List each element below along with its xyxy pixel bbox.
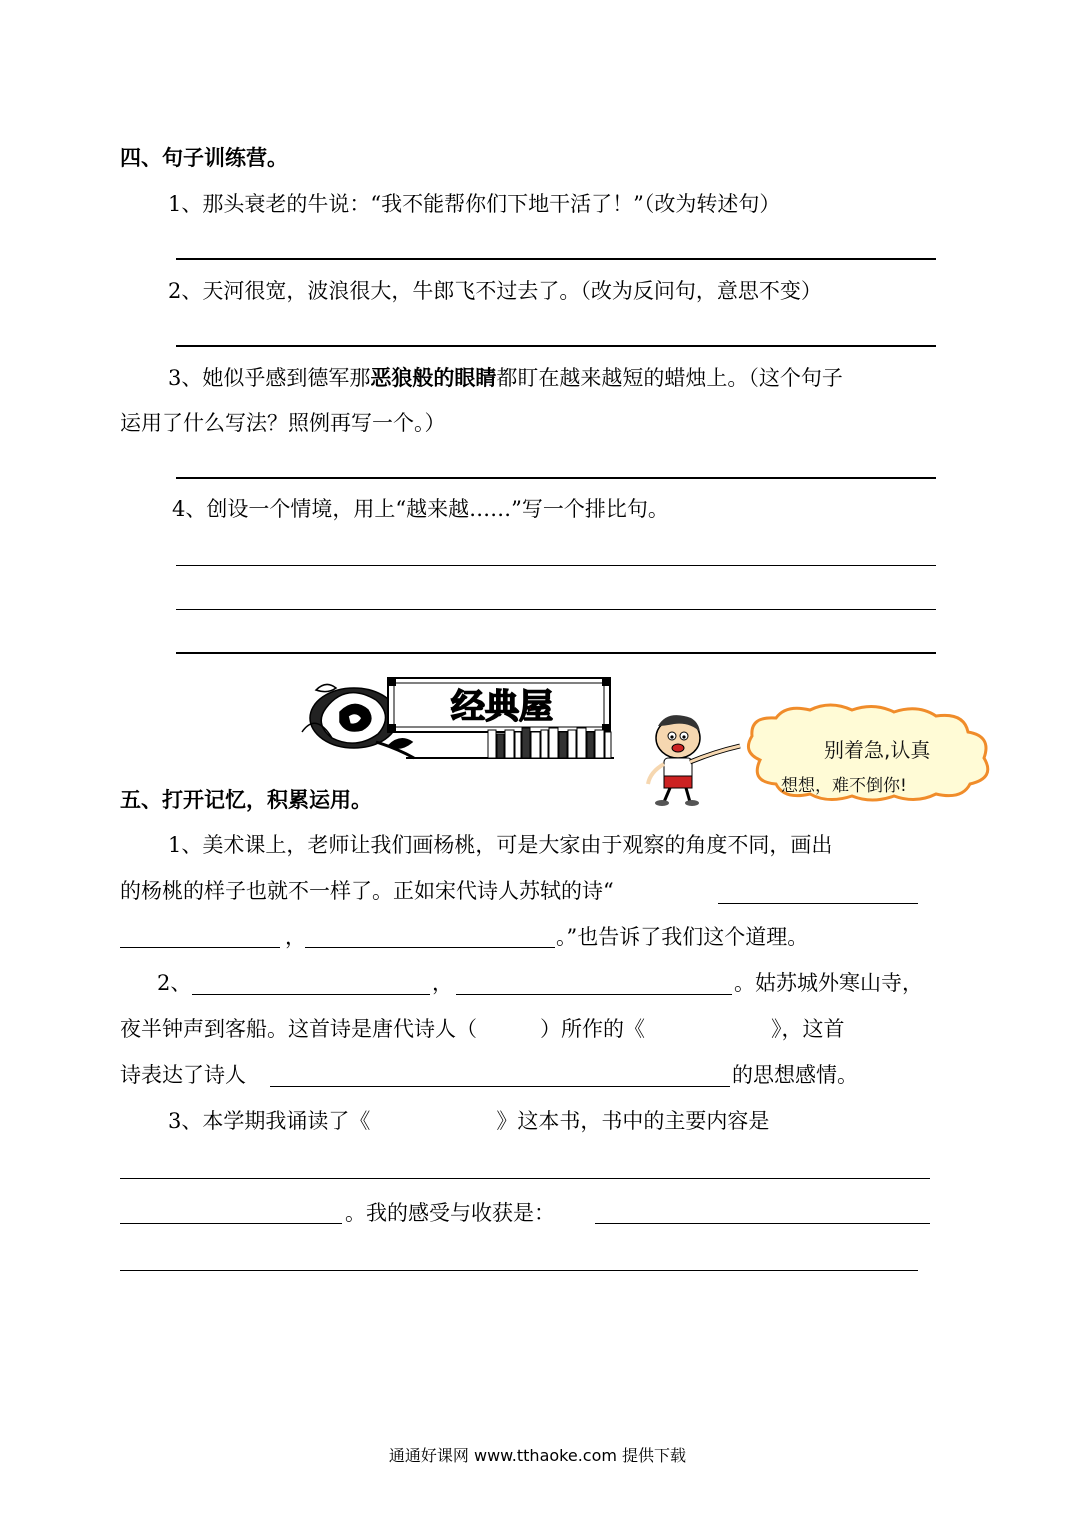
question-5-2-num: 2、 (157, 971, 192, 995)
answer-blank[interactable] (270, 1086, 730, 1087)
comma: ， (432, 971, 453, 995)
question-4-3-post: 都盯在越来越短的蜡烛上。（这个句子 (496, 366, 843, 390)
question-5-2-line3-post: 的思想感情。 (732, 1063, 858, 1087)
question-5-1-end: 。”也告诉了我们这个道理。 (556, 925, 809, 949)
answer-line[interactable] (176, 477, 936, 479)
question-4-3-bold: 恶狼般的眼睛 (370, 365, 497, 390)
answer-line[interactable] (176, 609, 936, 610)
question-4-3-pre: 3、她似乎感到德军那 (168, 366, 371, 390)
question-4-3 (168, 363, 843, 393)
answer-blank[interactable] (305, 947, 555, 948)
footer-text: 通通好课网 www.tthaoke.com 提供下载 (388, 1446, 687, 1465)
question-5-3-mid: 。我的感受与收获是： (345, 1201, 555, 1225)
answer-line[interactable] (176, 652, 936, 654)
answer-blank[interactable] (595, 1223, 930, 1224)
answer-line[interactable] (120, 1178, 930, 1179)
cartoon-boy-icon (634, 712, 746, 808)
bubble-text-2: 想想，难不倒你! (781, 776, 907, 796)
answer-line[interactable] (120, 1270, 918, 1271)
answer-line[interactable] (176, 565, 936, 566)
answer-blank[interactable] (718, 903, 918, 904)
answer-blank[interactable] (120, 1223, 342, 1224)
comma: ， (285, 925, 306, 949)
answer-line[interactable] (176, 345, 936, 347)
section5-title: 五、打开记忆，积累运用。 (120, 787, 372, 812)
answer-blank[interactable] (120, 947, 280, 948)
question-5-2-line3-pre: 诗表达了诗人 (120, 1063, 246, 1087)
question-5-1-line2: 的杨桃的样子也就不一样了。正如宋代诗人苏轼的诗“ (120, 879, 614, 903)
question-5-1: 1、美术课上，老师让我们画杨桃，可是大家由于观察的角度不同，画出 (168, 833, 833, 857)
banner-title: 经典屋 (451, 687, 553, 727)
question-4-1: 1、那头衰老的牛说：“我不能帮你们下地干活了！”（改为转述句） (168, 192, 781, 216)
bookshelf-icon (488, 728, 611, 758)
question-4-2: 2、天河很宽，波浪很大，牛郎飞不过去了。（改为反问句，意思不变） (168, 279, 822, 303)
question-5-2-end: 。姑苏城外寒山寺， (734, 971, 923, 995)
classic-corner-banner (296, 672, 618, 764)
bubble-text-1: 别着急,认真 (824, 738, 931, 762)
answer-blank[interactable] (456, 994, 732, 995)
question-5-3: 3、本学期我诵读了《 》这本书，书中的主要内容是 (168, 1109, 770, 1133)
question-4-4: 4、创设一个情境，用上“越来越……”写一个排比句。 (172, 497, 669, 521)
answer-line[interactable] (176, 258, 936, 260)
section4-title: 四、句子训练营。 (120, 145, 288, 170)
question-5-2-line2: 夜半钟声到客船。这首诗是唐代诗人（ ）所作的《 》，这首 (120, 1017, 845, 1041)
question-4-3-line2: 运用了什么写法？照例再写一个。） (120, 411, 446, 435)
answer-blank[interactable] (192, 994, 430, 995)
